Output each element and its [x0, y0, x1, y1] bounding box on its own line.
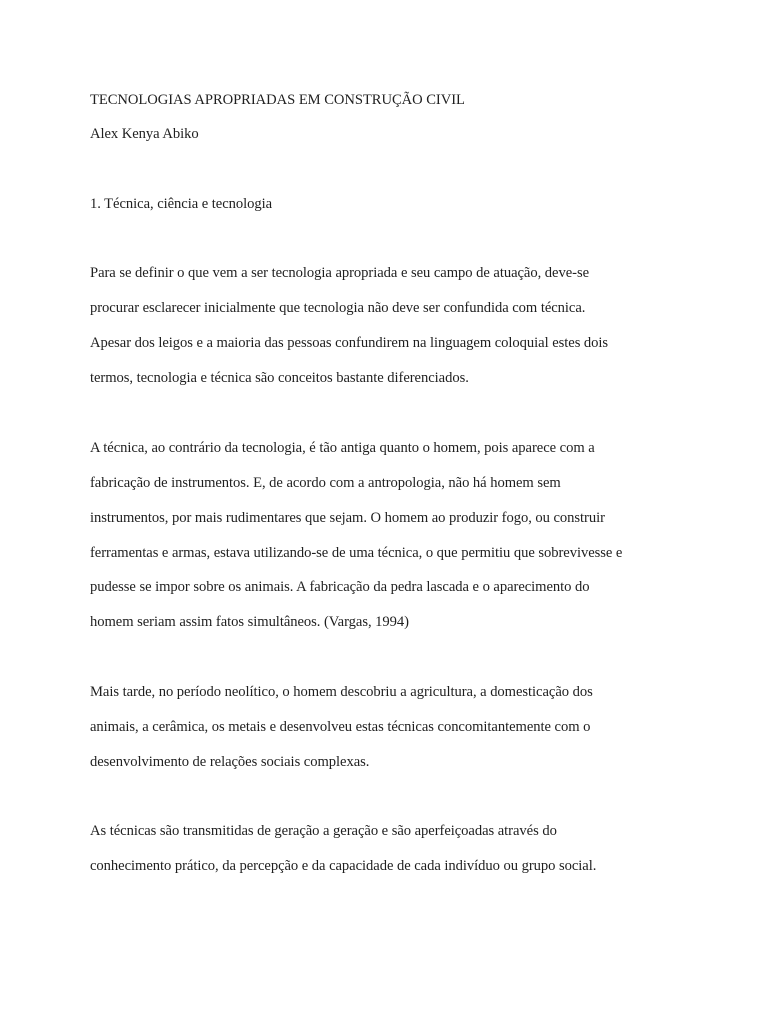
paragraph-3-line-3: desenvolvimento de relações sociais complexas.: [90, 754, 370, 770]
paragraph-1-line-2: procurar esclarecer inicialmente que tecnologia não deve ser confundida com técnica.: [90, 300, 586, 316]
document-title: TECNOLOGIAS APROPRIADAS EM CONSTRUÇÃO CIVIL: [90, 92, 465, 108]
paragraph-2-line-6: homem seriam assim fatos simultâneos. (Vargas, 1994): [90, 614, 409, 630]
paragraph-4-line-1: As técnicas são transmitidas de geração a geração e são aperfeiçoadas através do: [90, 823, 557, 839]
section-heading: 1. Técnica, ciência e tecnologia: [90, 196, 273, 212]
paragraph-2-line-5: pudesse se impor sobre os animais. A fabricação da pedra lascada e o aparecimento do: [90, 579, 590, 595]
paragraph-4-line-2: conhecimento prático, da percepção e da capacidade de cada indivíduo ou grupo social.: [90, 858, 597, 874]
paragraph-3-line-2: animais, a cerâmica, os metais e desenvolveu estas técnicas concomitantemente com o: [90, 719, 591, 735]
paragraph-2-line-4: ferramentas e armas, estava utilizando-se de uma técnica, o que permitiu que sobrevivesse e: [90, 545, 623, 561]
paragraph-1-line-1: Para se definir o que vem a ser tecnologia apropriada e seu campo de atuação, deve-se: [90, 265, 590, 281]
paragraph-1-line-4: termos, tecnologia e técnica são conceitos bastante diferenciados.: [90, 370, 469, 386]
paragraph-2-line-3: instrumentos, por mais rudimentares que sejam. O homem ao produzir fogo, ou construir: [90, 510, 605, 526]
document-author: Alex Kenya Abiko: [90, 126, 199, 142]
paragraph-2-line-1: A técnica, ao contrário da tecnologia, é tão antiga quanto o homem, pois aparece com a: [90, 440, 595, 456]
paragraph-1-line-3: Apesar dos leigos e a maioria das pessoas confundirem na linguagem coloquial estes dois: [90, 335, 609, 351]
paragraph-3-line-1: Mais tarde, no período neolítico, o homem descobriu a agricultura, a domesticação dos: [90, 684, 593, 700]
paragraph-2-line-2: fabricação de instrumentos. E, de acordo com a antropologia, não há homem sem: [90, 475, 561, 491]
